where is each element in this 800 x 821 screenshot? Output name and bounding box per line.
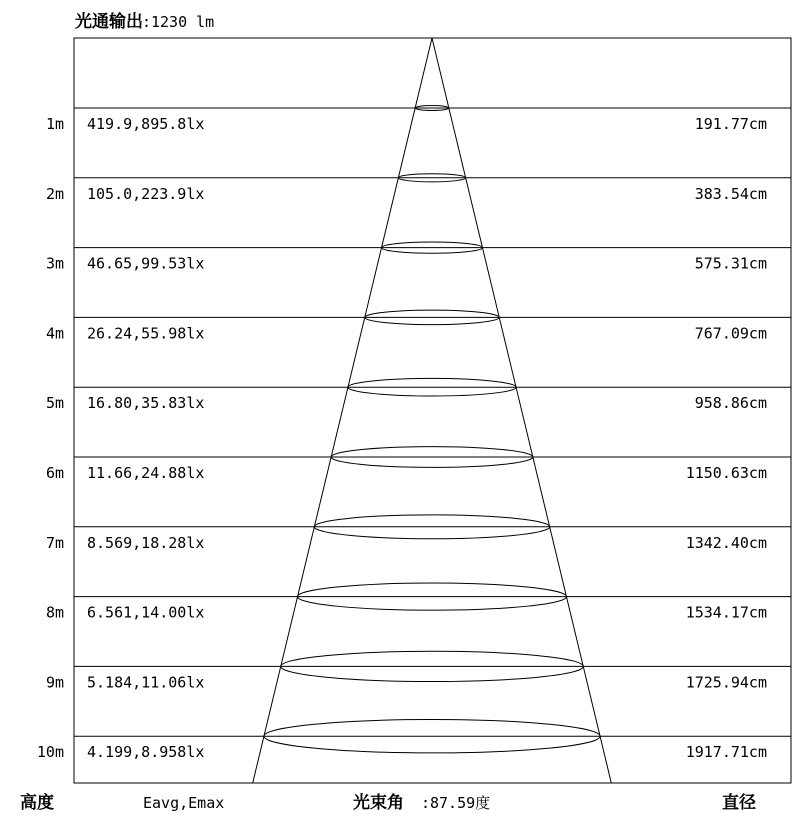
diameter-value-4: 767.09cm — [694, 324, 767, 343]
illuminance-value-10: 4.199,8.958lx — [87, 743, 205, 762]
illuminance-value-3: 46.65,99.53lx — [87, 254, 205, 273]
illuminance-value-4: 26.24,55.98lx — [87, 324, 205, 343]
height-label-9: 9m — [45, 673, 64, 692]
footer-diameter-label: 直径 — [722, 793, 756, 813]
height-label-4: 4m — [45, 324, 64, 343]
height-label-8: 8m — [45, 603, 64, 622]
illuminance-value-6: 11.66,24.88lx — [87, 464, 205, 482]
flux-colon: : — [142, 13, 152, 31]
beam-angle-value: 87.59度 — [430, 794, 491, 812]
illuminance-value-9: 5.184,11.06lx — [87, 673, 205, 692]
diameter-value-8: 1534.17cm — [685, 603, 767, 622]
cone-layer — [253, 38, 612, 783]
diameter-value-7: 1342.40cm — [685, 533, 767, 552]
diameter-value-10: 1917.71cm — [685, 743, 767, 762]
illuminance-value-1: 419.9,895.8lx — [87, 115, 205, 133]
diameter-value-1: 191.77cm — [694, 115, 767, 133]
footer-height-label: 高度 — [20, 793, 54, 813]
cone-edge-right — [432, 38, 611, 783]
beam-angle-label: 光束角 — [353, 793, 404, 813]
illuminance-value-5: 16.80,35.83lx — [87, 394, 205, 413]
height-label-6: 6m — [45, 464, 64, 482]
height-label-5: 5m — [45, 394, 64, 413]
height-label-1: 1m — [45, 115, 64, 133]
height-label-2: 2m — [45, 184, 64, 203]
illuminance-value-2: 105.0,223.9lx — [87, 184, 205, 203]
beam-angle-colon: : — [421, 794, 431, 812]
rows-layer — [37, 108, 791, 761]
height-label-7: 7m — [45, 533, 64, 552]
flux-label: 光通输出 — [75, 12, 143, 32]
illuminance-value-7: 8.569,18.28lx — [87, 533, 205, 552]
diameter-value-9: 1725.94cm — [685, 673, 767, 692]
diameter-value-2: 383.54cm — [694, 184, 767, 203]
diameter-value-3: 575.31cm — [694, 254, 767, 273]
diameter-value-5: 958.86cm — [694, 394, 767, 413]
footer-illum-label: Eavg,Emax — [143, 794, 225, 812]
cone-edge-left — [253, 38, 432, 783]
illuminance-value-8: 6.561,14.00lx — [87, 603, 205, 622]
height-label-10: 10m — [36, 743, 64, 762]
height-label-3: 3m — [45, 254, 64, 273]
diameter-value-6: 1150.63cm — [685, 464, 767, 482]
flux-value: 1230 lm — [151, 13, 215, 31]
